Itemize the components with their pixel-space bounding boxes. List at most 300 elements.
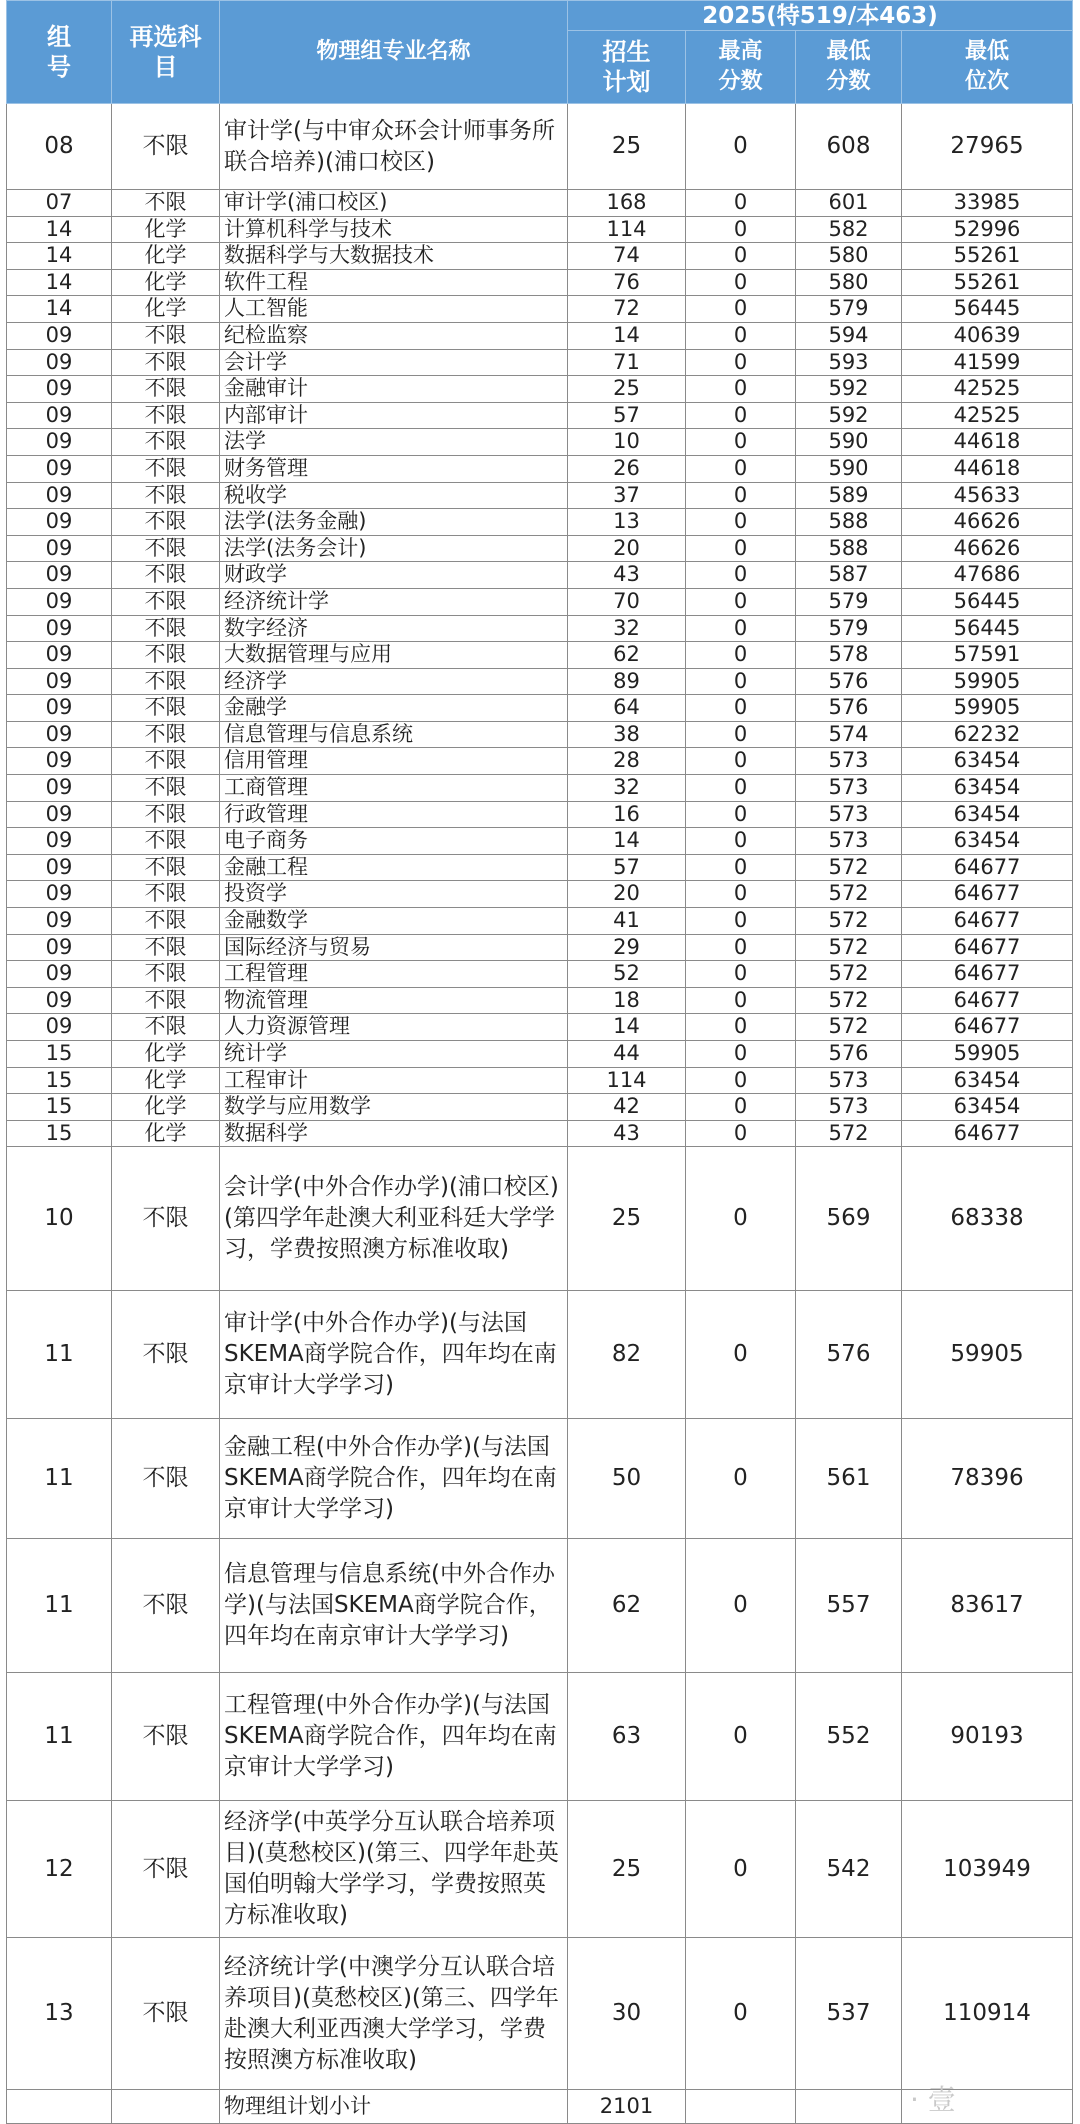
min-score-cell: 542 — [796, 1801, 902, 1938]
min-score-cell: 601 — [796, 190, 902, 217]
subject-cell: 不限 — [112, 934, 220, 961]
table-row — [7, 588, 1073, 615]
table-row — [7, 642, 1073, 669]
max-score-cell: 0 — [686, 854, 796, 881]
subject-cell: 不限 — [112, 322, 220, 349]
subject-cell: 化学 — [112, 1041, 220, 1068]
major-cell: 行政管理 — [220, 801, 568, 828]
group-cell: 09 — [7, 668, 112, 695]
max-score-cell: 0 — [686, 509, 796, 536]
subject-cell: 不限 — [112, 1291, 220, 1419]
major-cell: 数学与应用数学 — [220, 1094, 568, 1121]
table-row — [7, 615, 1073, 642]
header-min-rank: 最低位次 — [902, 31, 1073, 104]
major-cell: 会计学 — [220, 349, 568, 376]
group-cell: 09 — [7, 376, 112, 403]
table-row — [7, 296, 1073, 323]
max-score-cell: 0 — [686, 1067, 796, 1094]
min-rank-cell: 46626 — [902, 535, 1073, 562]
group-cell: 09 — [7, 961, 112, 988]
table-row — [7, 455, 1073, 482]
admission-table — [6, 0, 1073, 2124]
group-cell: 14 — [7, 296, 112, 323]
major-cell: 信用管理 — [220, 748, 568, 775]
header-plan: 招生计划 — [568, 31, 686, 104]
plan-cell: 50 — [568, 1419, 686, 1539]
max-score-cell: 0 — [686, 1120, 796, 1147]
max-score-cell: 0 — [686, 1801, 796, 1938]
min-score-cell: 557 — [796, 1539, 902, 1673]
subject-cell: 不限 — [112, 721, 220, 748]
group-cell: 15 — [7, 1094, 112, 1121]
group-cell: 15 — [7, 1041, 112, 1068]
min-rank-cell: 64677 — [902, 987, 1073, 1014]
min-score-cell: 569 — [796, 1147, 902, 1291]
table-row — [7, 695, 1073, 722]
major-cell: 经济统计学(中澳学分互认联合培养项目)(莫愁校区)(第三、四学年赴澳大利亚西澳大学学习，学费按照澳方标准收取) — [220, 1938, 568, 2090]
subject-cell: 不限 — [112, 1673, 220, 1801]
min-rank-cell: 64677 — [902, 934, 1073, 961]
subject-cell: 不限 — [112, 748, 220, 775]
min-rank-cell: 83617 — [902, 1539, 1073, 1673]
table-row — [7, 1938, 1073, 2090]
min-rank-cell: 44618 — [902, 455, 1073, 482]
subject-cell: 不限 — [112, 642, 220, 669]
min-score-cell: 576 — [796, 1041, 902, 1068]
min-score-cell: 537 — [796, 1938, 902, 2090]
subject-cell: 不限 — [112, 908, 220, 935]
table-row — [7, 1120, 1073, 1147]
table-row — [7, 429, 1073, 456]
subtotal-label: 物理组计划小计 — [220, 2090, 568, 2124]
min-rank-cell: 57591 — [902, 642, 1073, 669]
group-cell: 14 — [7, 216, 112, 243]
min-score-cell: 573 — [796, 801, 902, 828]
group-cell: 11 — [7, 1673, 112, 1801]
major-cell: 大数据管理与应用 — [220, 642, 568, 669]
table-row — [7, 269, 1073, 296]
max-score-cell: 0 — [686, 642, 796, 669]
major-cell: 会计学(中外合作办学)(浦口校区)(第四学年赴澳大利亚科廷大学学习，学费按照澳方标准收取) — [220, 1147, 568, 1291]
table-row — [7, 190, 1073, 217]
min-score-cell: 582 — [796, 216, 902, 243]
group-cell: 10 — [7, 1147, 112, 1291]
plan-cell: 20 — [568, 535, 686, 562]
table-row — [7, 1539, 1073, 1673]
min-rank-cell: 110914 — [902, 1938, 1073, 2090]
subject-cell: 化学 — [112, 1120, 220, 1147]
min-rank-cell: 64677 — [902, 881, 1073, 908]
min-rank-cell: 78396 — [902, 1419, 1073, 1539]
table-row — [7, 668, 1073, 695]
plan-cell: 18 — [568, 987, 686, 1014]
table-row — [7, 482, 1073, 509]
major-cell: 审计学(中外合作办学)(与法国SKEMA商学院合作，四年均在南京审计大学学习) — [220, 1291, 568, 1419]
min-score-cell: 576 — [796, 695, 902, 722]
subject-cell: 化学 — [112, 216, 220, 243]
subject-cell: 不限 — [112, 376, 220, 403]
max-score-cell: 0 — [686, 402, 796, 429]
header-min-score: 最低分数 — [796, 31, 902, 104]
subject-cell: 不限 — [112, 482, 220, 509]
group-cell: 09 — [7, 1014, 112, 1041]
max-score-cell: 0 — [686, 190, 796, 217]
table-row — [7, 322, 1073, 349]
plan-cell: 38 — [568, 721, 686, 748]
plan-cell: 44 — [568, 1041, 686, 1068]
table-row — [7, 908, 1073, 935]
major-cell: 经济学 — [220, 668, 568, 695]
major-cell: 财务管理 — [220, 455, 568, 482]
max-score-cell: 0 — [686, 987, 796, 1014]
subject-cell: 不限 — [112, 562, 220, 589]
min-rank-cell: 52996 — [902, 216, 1073, 243]
group-cell: 09 — [7, 642, 112, 669]
max-score-cell: 0 — [686, 828, 796, 855]
min-score-cell: 576 — [796, 668, 902, 695]
subject-cell: 化学 — [112, 243, 220, 270]
min-score-cell: 572 — [796, 987, 902, 1014]
major-cell: 金融数学 — [220, 908, 568, 935]
max-score-cell: 0 — [686, 376, 796, 403]
major-cell: 数据科学与大数据技术 — [220, 243, 568, 270]
min-score-cell: 572 — [796, 934, 902, 961]
min-score-cell: 592 — [796, 376, 902, 403]
min-rank-cell: 63454 — [902, 1094, 1073, 1121]
max-score-cell: 0 — [686, 1041, 796, 1068]
min-score-cell: 589 — [796, 482, 902, 509]
min-rank-cell: 47686 — [902, 562, 1073, 589]
major-cell: 工程管理 — [220, 961, 568, 988]
max-score-cell: 0 — [686, 104, 796, 190]
min-rank-cell: 59905 — [902, 668, 1073, 695]
max-score-cell: 0 — [686, 695, 796, 722]
plan-cell: 42 — [568, 1094, 686, 1121]
group-cell: 09 — [7, 322, 112, 349]
max-score-cell: 0 — [686, 296, 796, 323]
subject-cell: 不限 — [112, 1147, 220, 1291]
plan-cell: 37 — [568, 482, 686, 509]
plan-cell: 82 — [568, 1291, 686, 1419]
subject-cell: 化学 — [112, 296, 220, 323]
subject-cell: 不限 — [112, 349, 220, 376]
major-cell: 法学(法务会计) — [220, 535, 568, 562]
min-rank-cell: 63454 — [902, 1067, 1073, 1094]
major-cell: 投资学 — [220, 881, 568, 908]
header-subject: 再选科目 — [112, 1, 220, 104]
min-rank-cell: 59905 — [902, 695, 1073, 722]
plan-cell: 25 — [568, 376, 686, 403]
min-score-cell: 572 — [796, 1014, 902, 1041]
subject-cell: 不限 — [112, 854, 220, 881]
group-cell: 09 — [7, 615, 112, 642]
max-score-cell: 0 — [686, 588, 796, 615]
major-cell: 软件工程 — [220, 269, 568, 296]
group-cell: 07 — [7, 190, 112, 217]
major-cell: 工程审计 — [220, 1067, 568, 1094]
max-score-cell: 0 — [686, 1539, 796, 1673]
major-cell: 国际经济与贸易 — [220, 934, 568, 961]
plan-cell: 25 — [568, 1147, 686, 1291]
major-cell: 金融工程 — [220, 854, 568, 881]
plan-cell: 71 — [568, 349, 686, 376]
table-row — [7, 1673, 1073, 1801]
major-cell: 经济统计学 — [220, 588, 568, 615]
subject-cell: 不限 — [112, 535, 220, 562]
min-score-cell: 590 — [796, 455, 902, 482]
major-cell: 信息管理与信息系统(中外合作办学)(与法国SKEMA商学院合作，四年均在南京审计大学学习) — [220, 1539, 568, 1673]
table-row — [7, 1014, 1073, 1041]
max-score-cell: 0 — [686, 349, 796, 376]
major-cell: 金融工程(中外合作办学)(与法国SKEMA商学院合作，四年均在南京审计大学学习) — [220, 1419, 568, 1539]
subject-cell: 不限 — [112, 1014, 220, 1041]
min-rank-cell: 62232 — [902, 721, 1073, 748]
table-row — [7, 1041, 1073, 1068]
max-score-cell: 0 — [686, 429, 796, 456]
table-row — [7, 1801, 1073, 1938]
subject-cell: 不限 — [112, 588, 220, 615]
group-cell: 08 — [7, 104, 112, 190]
plan-cell: 62 — [568, 1539, 686, 1673]
subject-cell: 不限 — [112, 828, 220, 855]
subject-cell: 化学 — [112, 269, 220, 296]
max-score-cell: 0 — [686, 482, 796, 509]
min-score-cell: 573 — [796, 828, 902, 855]
min-rank-cell: 33985 — [902, 190, 1073, 217]
major-cell: 纪检监察 — [220, 322, 568, 349]
group-cell: 11 — [7, 1419, 112, 1539]
max-score-cell: 0 — [686, 934, 796, 961]
group-cell: 09 — [7, 482, 112, 509]
table-row — [7, 216, 1073, 243]
table-row — [7, 1067, 1073, 1094]
max-score-cell: 0 — [686, 1147, 796, 1291]
subtotal-total: 2101 — [568, 2090, 686, 2124]
major-cell: 电子商务 — [220, 828, 568, 855]
min-rank-cell: 103949 — [902, 1801, 1073, 1938]
group-cell: 09 — [7, 349, 112, 376]
max-score-cell: 0 — [686, 322, 796, 349]
max-score-cell: 0 — [686, 243, 796, 270]
table-row — [7, 987, 1073, 1014]
table-row — [7, 1419, 1073, 1539]
min-score-cell: 572 — [796, 854, 902, 881]
table-row — [7, 721, 1073, 748]
subject-cell: 不限 — [112, 801, 220, 828]
group-cell: 11 — [7, 1539, 112, 1673]
subject-cell: 不限 — [112, 668, 220, 695]
plan-cell: 10 — [568, 429, 686, 456]
min-score-cell: 573 — [796, 775, 902, 802]
plan-cell: 62 — [568, 642, 686, 669]
major-cell: 统计学 — [220, 1041, 568, 1068]
min-rank-cell: 40639 — [902, 322, 1073, 349]
plan-cell: 57 — [568, 854, 686, 881]
subject-cell: 不限 — [112, 881, 220, 908]
major-cell: 信息管理与信息系统 — [220, 721, 568, 748]
plan-cell: 89 — [568, 668, 686, 695]
group-cell: 09 — [7, 562, 112, 589]
major-cell: 财政学 — [220, 562, 568, 589]
subject-cell: 不限 — [112, 695, 220, 722]
min-score-cell: 580 — [796, 243, 902, 270]
min-score-cell: 579 — [796, 296, 902, 323]
header-year: 2025(特519/本463) — [568, 1, 1073, 31]
group-cell: 15 — [7, 1067, 112, 1094]
major-cell: 金融审计 — [220, 376, 568, 403]
major-cell: 计算机科学与技术 — [220, 216, 568, 243]
max-score-cell: 0 — [686, 216, 796, 243]
plan-cell: 13 — [568, 509, 686, 536]
min-rank-cell: 42525 — [902, 376, 1073, 403]
header-group: 组号 — [7, 1, 112, 104]
group-cell: 12 — [7, 1801, 112, 1938]
min-score-cell: 573 — [796, 1067, 902, 1094]
table-row — [7, 775, 1073, 802]
subject-cell: 不限 — [112, 775, 220, 802]
min-score-cell: 588 — [796, 535, 902, 562]
min-rank-cell: 59905 — [902, 1291, 1073, 1419]
group-cell: 09 — [7, 987, 112, 1014]
min-rank-cell: 64677 — [902, 1120, 1073, 1147]
table-body — [7, 104, 1073, 2090]
group-cell: 11 — [7, 1291, 112, 1419]
subject-cell: 不限 — [112, 1938, 220, 2090]
plan-cell: 70 — [568, 588, 686, 615]
min-rank-cell: 56445 — [902, 296, 1073, 323]
min-score-cell: 588 — [796, 509, 902, 536]
min-score-cell: 574 — [796, 721, 902, 748]
subject-cell: 不限 — [112, 190, 220, 217]
table-row — [7, 881, 1073, 908]
min-rank-cell: 64677 — [902, 908, 1073, 935]
table-row — [7, 243, 1073, 270]
table-row — [7, 748, 1073, 775]
subject-cell: 不限 — [112, 615, 220, 642]
min-rank-cell: 44618 — [902, 429, 1073, 456]
major-cell: 经济学(中英学分互认联合培养项目)(莫愁校区)(第三、四学年赴英国伯明翰大学学习，学费按照英方标准收取) — [220, 1801, 568, 1938]
plan-cell: 14 — [568, 828, 686, 855]
group-cell: 09 — [7, 801, 112, 828]
group-cell: 09 — [7, 695, 112, 722]
major-cell: 物流管理 — [220, 987, 568, 1014]
max-score-cell: 0 — [686, 1094, 796, 1121]
subject-cell: 不限 — [112, 509, 220, 536]
min-rank-cell: 64677 — [902, 854, 1073, 881]
table-row — [7, 535, 1073, 562]
min-rank-cell: 63454 — [902, 775, 1073, 802]
group-cell: 09 — [7, 828, 112, 855]
subtotal-subject-cell — [112, 2090, 220, 2124]
plan-cell: 14 — [568, 322, 686, 349]
plan-cell: 28 — [568, 748, 686, 775]
group-cell: 09 — [7, 748, 112, 775]
group-cell: 09 — [7, 588, 112, 615]
watermark: · 壹 — [910, 2083, 956, 2116]
min-rank-cell: 41599 — [902, 349, 1073, 376]
header-major: 物理组专业名称 — [220, 1, 568, 104]
group-cell: 09 — [7, 509, 112, 536]
max-score-cell: 0 — [686, 269, 796, 296]
min-rank-cell: 55261 — [902, 243, 1073, 270]
min-score-cell: 573 — [796, 748, 902, 775]
group-cell: 09 — [7, 721, 112, 748]
plan-cell: 74 — [568, 243, 686, 270]
plan-cell: 43 — [568, 562, 686, 589]
table-row — [7, 934, 1073, 961]
min-rank-cell: 42525 — [902, 402, 1073, 429]
min-score-cell: 578 — [796, 642, 902, 669]
plan-cell: 41 — [568, 908, 686, 935]
major-cell: 法学(法务金融) — [220, 509, 568, 536]
group-cell: 09 — [7, 881, 112, 908]
subject-cell: 不限 — [112, 455, 220, 482]
subject-cell: 不限 — [112, 104, 220, 190]
subject-cell: 不限 — [112, 1539, 220, 1673]
group-cell: 09 — [7, 854, 112, 881]
subject-cell: 不限 — [112, 961, 220, 988]
major-cell: 法学 — [220, 429, 568, 456]
plan-cell: 29 — [568, 934, 686, 961]
table-row — [7, 1094, 1073, 1121]
min-rank-cell: 56445 — [902, 588, 1073, 615]
max-score-cell: 0 — [686, 615, 796, 642]
max-score-cell: 0 — [686, 908, 796, 935]
plan-cell: 168 — [568, 190, 686, 217]
plan-cell: 64 — [568, 695, 686, 722]
major-cell: 数字经济 — [220, 615, 568, 642]
max-score-cell: 0 — [686, 961, 796, 988]
table-row — [7, 349, 1073, 376]
table-row — [7, 1147, 1073, 1291]
plan-cell: 72 — [568, 296, 686, 323]
min-score-cell: 561 — [796, 1419, 902, 1539]
group-cell: 15 — [7, 1120, 112, 1147]
table-row — [7, 562, 1073, 589]
plan-cell: 16 — [568, 801, 686, 828]
plan-cell: 57 — [568, 402, 686, 429]
major-cell: 人力资源管理 — [220, 1014, 568, 1041]
plan-cell: 43 — [568, 1120, 686, 1147]
min-score-cell: 572 — [796, 961, 902, 988]
subject-cell: 不限 — [112, 1801, 220, 1938]
table-row — [7, 1291, 1073, 1419]
max-score-cell: 0 — [686, 1419, 796, 1539]
major-cell: 工程管理(中外合作办学)(与法国SKEMA商学院合作，四年均在南京审计大学学习) — [220, 1673, 568, 1801]
min-rank-cell: 46626 — [902, 509, 1073, 536]
max-score-cell: 0 — [686, 801, 796, 828]
min-score-cell: 592 — [796, 402, 902, 429]
major-cell: 数据科学 — [220, 1120, 568, 1147]
group-cell: 13 — [7, 1938, 112, 2090]
group-cell: 09 — [7, 535, 112, 562]
group-cell: 14 — [7, 243, 112, 270]
group-cell: 09 — [7, 775, 112, 802]
plan-cell: 14 — [568, 1014, 686, 1041]
min-rank-cell: 27965 — [902, 104, 1073, 190]
min-rank-cell: 63454 — [902, 801, 1073, 828]
plan-cell: 114 — [568, 216, 686, 243]
group-cell: 09 — [7, 934, 112, 961]
max-score-cell: 0 — [686, 668, 796, 695]
max-score-cell: 0 — [686, 1938, 796, 2090]
subtotal-group-cell — [7, 2090, 112, 2124]
major-cell: 税收学 — [220, 482, 568, 509]
plan-cell: 30 — [568, 1938, 686, 2090]
group-cell: 09 — [7, 402, 112, 429]
max-score-cell: 0 — [686, 881, 796, 908]
major-cell: 工商管理 — [220, 775, 568, 802]
